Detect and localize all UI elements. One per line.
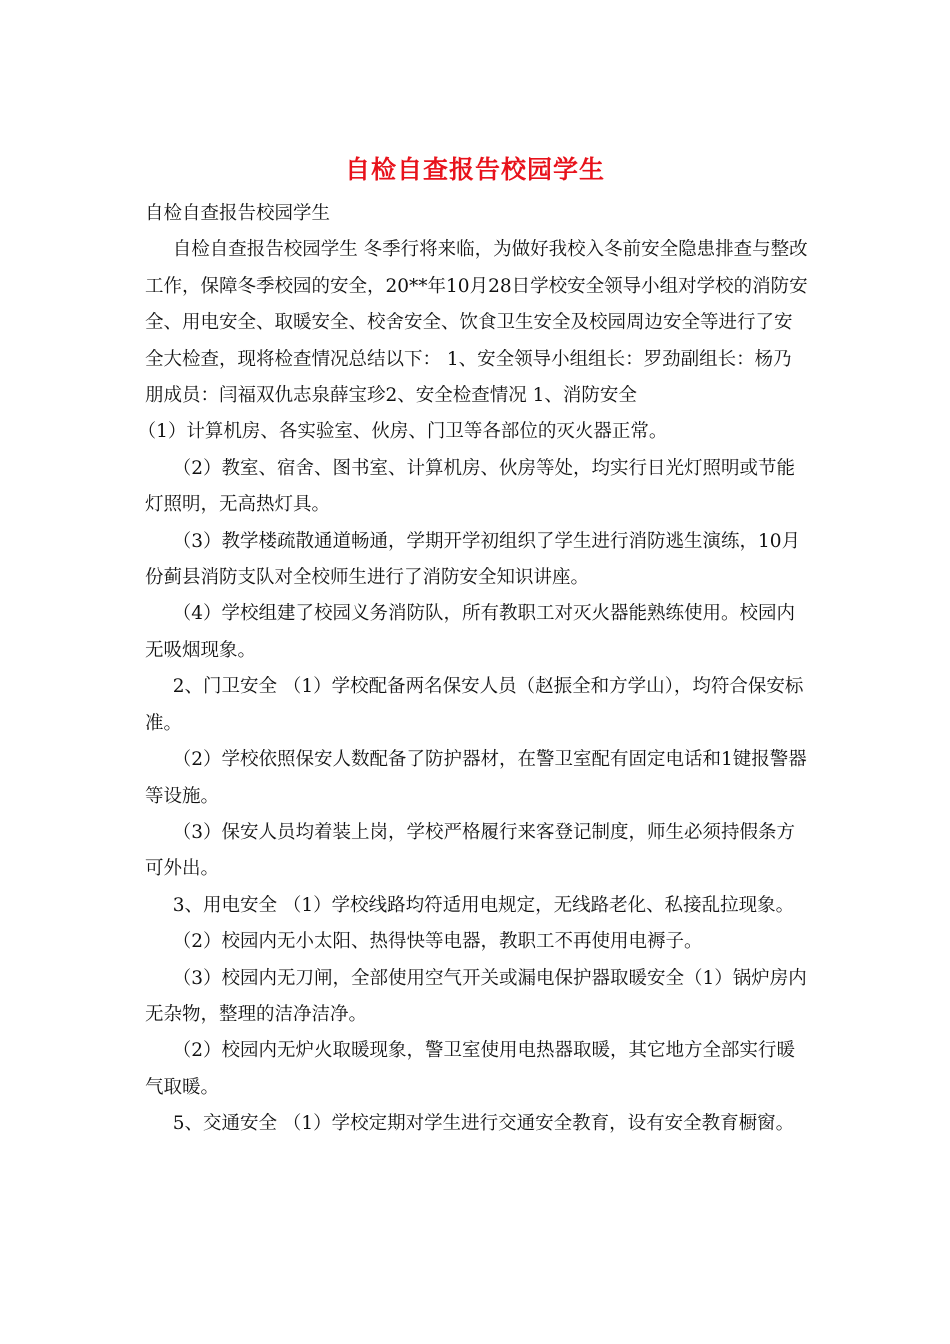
document-body [137,196,810,1143]
paragraph-fire-4: （4）学校组建了校园义务消防队，所有教职工对灭火器能熟练使用。校园内无吸烟现象。 [145,603,796,661]
paragraph-fire-2: （2）教室、宿舍、图书室、计算机房、伙房等处，均实行日光灯照明或节能灯照明，无高热灯具。 [145,457,796,516]
paragraph-fire-3: （3）教学楼疏散通道畅通，学期开学初组织了学生进行消防逃生演练，10月份蓟县消防支队对全校师生进行了消防安全知识讲座。 [145,530,801,589]
paragraph-guard-3: （3）保安人员均着装上岗，学校严格履行来客登记制度，师生必须持假条方可外出。 [145,821,796,880]
paragraph-electric-3: （3）校园内无刀闸，全部使用空气开关或漏电保护器取暖安全（1）锅炉房内无杂物，整理的洁净洁净。 [145,967,807,1025]
paragraph-guard-2: （2）学校依照保安人数配备了防护器材，在警卫室配有固定电话和1键报警器等设施。 [145,749,807,807]
paragraph-electric-1: 3、用电安全 （1）学校线路均符适用电规定，无线路老化、私接乱拉现象。 [172,894,795,916]
paragraph-electric-2: （2）校园内无小太阳、热得快等电器，教职工不再使用电褥子。 [172,931,703,953]
paragraph-subtitle: 自检自查报告校园学生 [145,203,331,224]
paragraph-fire-1: （1）计算机房、各实验室、伙房、门卫等各部位的灭火器正常。 [137,421,668,443]
paragraph-intro: 自检自查报告校园学生 冬季行将来临，为做好我校入冬前安全隐患排查与整改工作，保障冬季校园的安全，20**年10月28日学校安全领导小组对学校的消防安全、用电安全、取暖安全、校舍安全、饮食卫生安全及校园周边安全等进行了安全大检查，现将检查情况总结以下： 1、安全领导小组组长：罗劲副组长：杨乃朋成员：闫福双仇志泉薛宝珍2、安全检查情况 1、消防安全 [145,239,808,407]
paragraph-guard-1: 2、门卫安全 （1）学校配备两名保安人员（赵振全和方学山），均符合保安标准。 [145,676,804,734]
paragraph-traffic-1: 5、交通安全 （1）学校定期对学生进行交通安全教育，设有安全教育橱窗。 [172,1113,795,1135]
paragraph-heating-2: （2）校园内无炉火取暖现象，警卫室使用电热器取暖，其它地方全部实行暖气取暖。 [145,1040,796,1098]
document-title: 自检自查报告校园学生 [344,155,605,184]
